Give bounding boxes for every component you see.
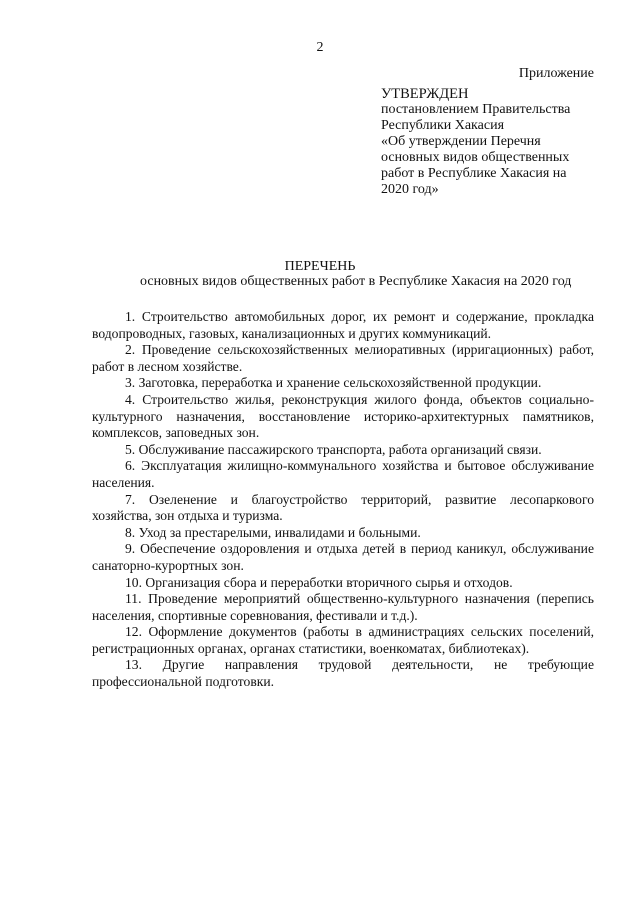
list-item-13: 13. Другие направления трудовой деятельности, не требующие профессиональной подготовки.	[92, 657, 594, 690]
list-subheading: основных видов общественных работ в Республике Хакасия на 2020 год	[140, 274, 572, 289]
approval-line: Республики Хакасия	[381, 118, 505, 133]
list-item-11: 11. Проведение мероприятий общественно-культурного назначения (перепись населения, спортивные соревнования, фестивали и т.д.).	[92, 591, 594, 623]
list-item-9: 9. Обеспечение оздоровления и отдыха детей в период каникул, обслуживание санаторно-курортных зон.	[92, 541, 594, 573]
list-item-7: 7. Озеленение и благоустройство территорий, развитие лесопаркового хозяйства, зон отдыха и туризма.	[92, 491, 594, 524]
approval-line: 2020 год»	[381, 182, 439, 197]
page-number: 2	[316, 40, 324, 55]
approval-line: постановлением Правительства	[381, 102, 571, 117]
list-item-8: 8. Уход за престарелыми, инвалидами и больными.	[125, 524, 421, 540]
public-works-list	[92, 309, 594, 691]
approval-line: работ в Республике Хакасия на	[381, 166, 567, 181]
list-item-2: 2. Проведение сельскохозяйственных мелиоративных (ирригационных) работ, работ в лесном хозяйстве.	[92, 342, 594, 374]
list-heading: ПЕРЕЧЕНЬ	[284, 259, 356, 274]
list-item-5: 5. Обслуживание пассажирского транспорта, работа организаций связи.	[125, 441, 542, 457]
list-item-6: 6. Эксплуатация жилищно-коммунального хозяйства и бытовое обслуживание населения.	[92, 458, 594, 490]
approval-line: «Об утверждении Перечня	[381, 134, 541, 149]
list-item-10: 10. Организация сбора и переработки вторичного сырья и отходов.	[125, 574, 513, 590]
approval-title: УТВЕРЖДЕН	[381, 86, 469, 102]
list-item-12: 12. Оформление документов (работы в администрациях сельских поселений, регистрационных органах, органах статистики, военкоматах, библиотеках).	[92, 624, 594, 656]
list-item-3: 3. Заготовка, переработка и хранение сельскохозяйственной продукции.	[125, 375, 542, 391]
appendix-label: Приложение	[518, 66, 594, 81]
approval-block	[381, 86, 601, 198]
list-item-4: 4. Строительство жилья, реконструкция жилого фонда, объектов социально-культурного назначения, восстановление историко-архитектурных памятников, комплексов, заповедных зон.	[92, 391, 594, 441]
approval-line: основных видов общественных	[381, 150, 570, 165]
list-item-1: 1. Строительство автомобильных дорог, их ремонт и содержание, прокладка водопроводных, газовых, канализационных и других коммуникаций.	[92, 309, 594, 341]
